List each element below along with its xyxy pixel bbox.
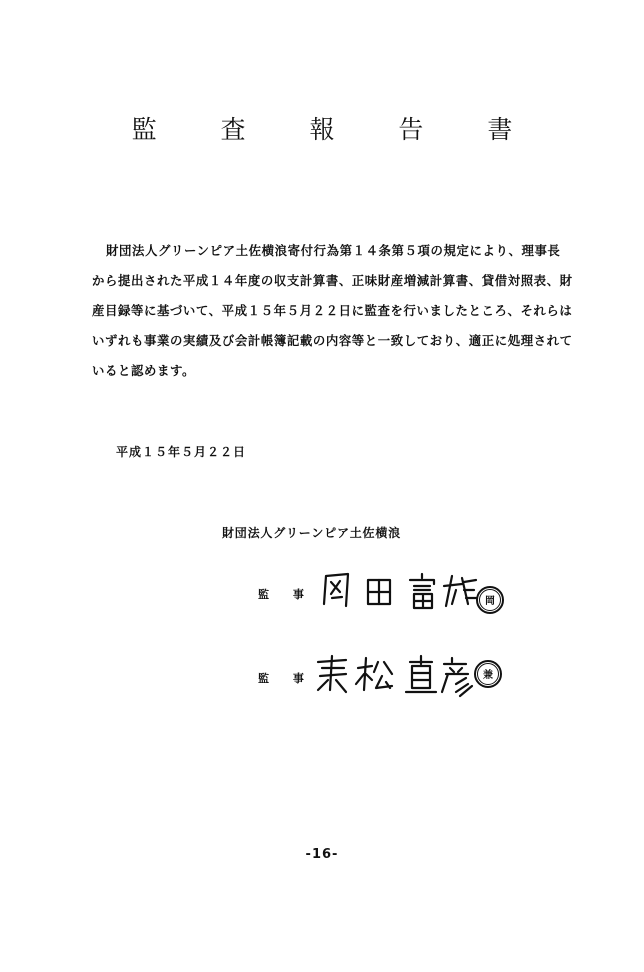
auditor-row-2	[258, 650, 518, 700]
body-line-3: 産目録等に基づいて、平成１５年５月２２日に監査を行いましたところ、それらは	[92, 303, 573, 318]
auditor-row-1	[258, 566, 518, 616]
body-line-1: 財団法人グリーンピア土佐横浪寄付行為第１４条第５項の規定により、理事長	[106, 243, 561, 258]
body-line-5: いると認めます。	[92, 363, 195, 378]
body-paragraph	[92, 236, 576, 386]
svg-text:兼: 兼	[483, 670, 493, 681]
document-title: 監 査 報 告 書	[131, 115, 541, 144]
auditor-1-signature	[306, 566, 506, 616]
auditor-label: 監 事	[258, 588, 314, 601]
auditor-1-seal	[477, 587, 503, 613]
report-date: 平成１５年５月２２日	[116, 445, 247, 459]
auditor-2-seal	[475, 661, 501, 687]
auditor-2-signature	[306, 650, 506, 700]
auditor-label: 監 事	[258, 672, 314, 685]
body-line-4: いずれも事業の実績及び会計帳簿記載の内容等と一致しており、適正に処理されて	[92, 333, 573, 348]
body-line-2: から提出された平成１４年度の収支計算書、正味財産増減計算書、貸借対照表、財	[92, 273, 573, 288]
svg-text:岡: 岡	[485, 596, 495, 607]
organization-name: 財団法人グリーンピア土佐横浪	[222, 526, 401, 540]
page-number: -16-	[305, 847, 339, 862]
